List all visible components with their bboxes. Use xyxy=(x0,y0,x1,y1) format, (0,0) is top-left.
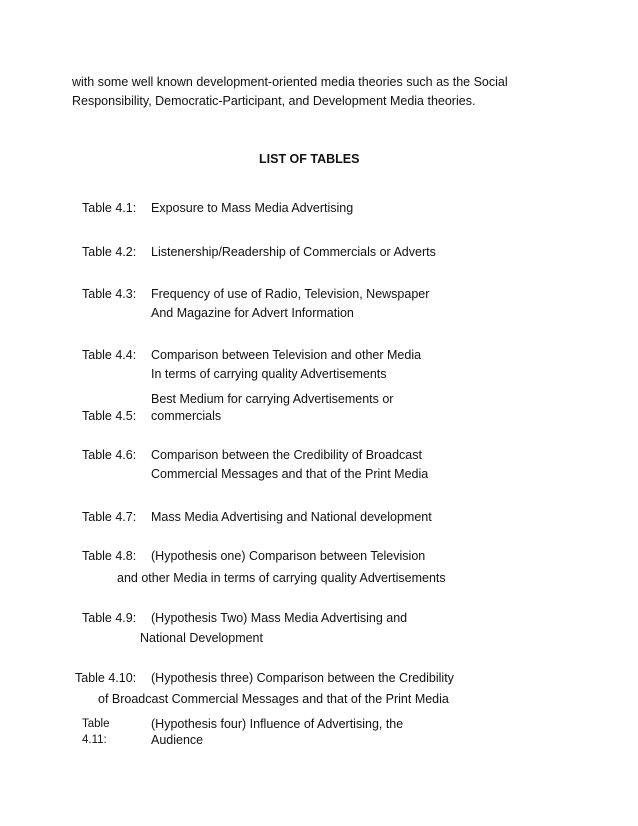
table-label-4-11-line-2: 4.11: xyxy=(82,734,107,746)
table-label-4-8: Table 4.8: xyxy=(82,549,137,563)
table-label-4-11-line-1: Table xyxy=(82,718,110,730)
intro-line-1: with some well known development-oriented media theories such as the Social xyxy=(72,75,508,89)
table-label-4-3: Table 4.3: xyxy=(82,287,137,301)
table-caption-4-2: Listenership/Readership of Commercials or Adverts xyxy=(151,245,436,259)
table-label-4-9: Table 4.9: xyxy=(82,611,137,625)
table-caption-4-11-line-2: Audience xyxy=(151,733,204,747)
table-caption-4-8-line-2: and other Media in terms of carrying quality Advertisements xyxy=(117,571,446,585)
table-caption-4-3-line-2: And Magazine for Advert Information xyxy=(151,306,354,320)
table-caption-4-8-line-1: (Hypothesis one) Comparison between Television xyxy=(151,549,426,563)
table-label-4-1: Table 4.1: xyxy=(82,201,137,215)
table-label-4-7: Table 4.7: xyxy=(82,510,137,524)
table-caption-4-3-line-1: Frequency of use of Radio, Television, Newspaper xyxy=(151,287,430,301)
table-label-4-4: Table 4.4: xyxy=(82,348,137,362)
table-caption-4-7: Mass Media Advertising and National development xyxy=(151,510,432,524)
intro-line-2: Responsibility, Democratic-Participant, and Development Media theories. xyxy=(72,94,476,108)
table-label-4-6: Table 4.6: xyxy=(82,448,137,462)
table-caption-4-9-line-2: National Development xyxy=(140,631,263,645)
table-caption-4-4-line-1: Comparison between Television and other Media xyxy=(151,348,422,362)
table-label-4-5: Table 4.5: xyxy=(82,409,137,423)
table-caption-4-10-line-2: of Broadcast Commercial Messages and that of the Print Media xyxy=(98,692,449,706)
table-caption-4-1: Exposure to Mass Media Advertising xyxy=(151,201,354,215)
table-caption-4-10-line-1: (Hypothesis three) Comparison between the Credibility xyxy=(151,671,454,685)
table-caption-4-5-line-2: commercials xyxy=(151,409,222,423)
table-caption-4-6-line-2: Commercial Messages and that of the Print Media xyxy=(151,467,429,481)
table-caption-4-5-line-1: Best Medium for carrying Advertisements or xyxy=(151,392,394,406)
table-caption-4-6-line-1: Comparison between the Credibility of Broadcast xyxy=(151,448,422,462)
table-caption-4-11-line-1: (Hypothesis four) Influence of Advertising, the xyxy=(151,717,404,731)
table-caption-4-9-line-1: (Hypothesis Two) Mass Media Advertising and xyxy=(151,611,408,625)
table-label-4-10: Table 4.10: xyxy=(75,671,137,685)
table-caption-4-4-line-2: In terms of carrying quality Advertisements xyxy=(151,367,387,381)
page-title: LIST OF TABLES xyxy=(259,152,360,166)
table-label-4-2: Table 4.2: xyxy=(82,245,137,259)
